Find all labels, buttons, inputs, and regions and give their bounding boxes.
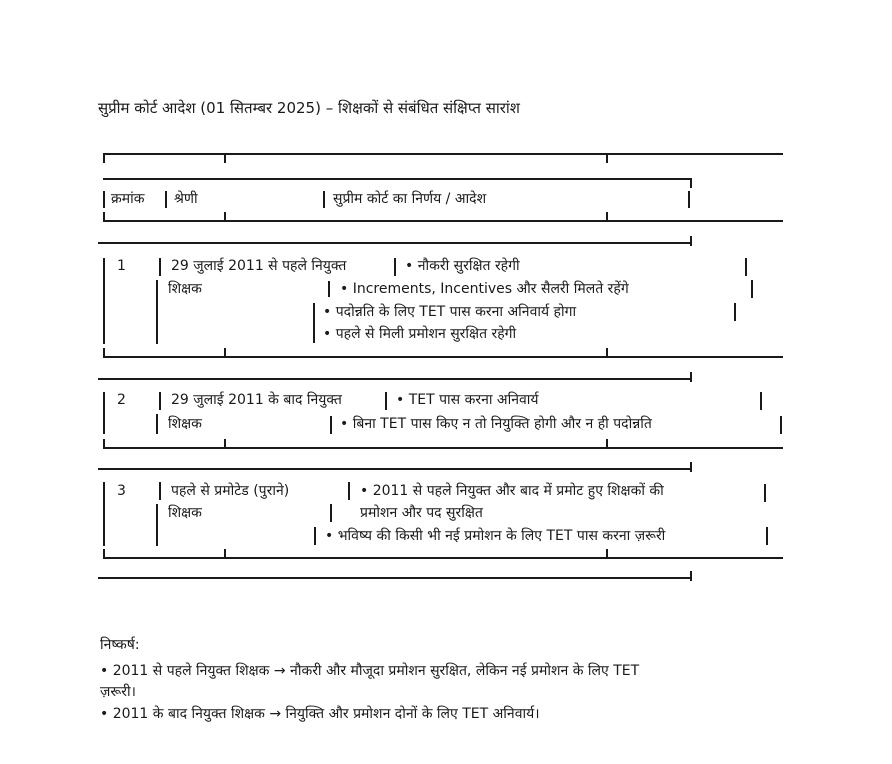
row-rule bbox=[98, 468, 692, 470]
row2-category-2: शिक्षक bbox=[168, 416, 202, 432]
page-title: सुप्रीम कोर्ट आदेश (01 सितम्बर 2025) – शिक्षकों से संबंधित संक्षिप्त सारांश bbox=[98, 99, 521, 117]
row-bar bbox=[766, 527, 768, 545]
rule-tick bbox=[606, 348, 608, 358]
row3-point-1-cont: प्रमोशन और पद सुरक्षित bbox=[360, 505, 483, 521]
row-rule bbox=[103, 447, 783, 449]
row3-category-2: शिक्षक bbox=[168, 505, 202, 521]
row-bar bbox=[745, 258, 747, 276]
row1-point-3: • पदोन्नति के लिए TET पास करना अनिवार्य होगा bbox=[323, 304, 577, 320]
table-bottom-rule bbox=[98, 577, 692, 579]
row3-serial: 3 bbox=[117, 483, 126, 499]
header-decision: सुप्रीम कोर्ट का निर्णय / आदेश bbox=[333, 191, 487, 207]
row-rule bbox=[103, 557, 783, 559]
row-bar bbox=[330, 416, 332, 434]
row-bar bbox=[313, 303, 315, 343]
rule-tick bbox=[606, 439, 608, 449]
row-bar bbox=[328, 281, 330, 297]
rule-tick bbox=[224, 549, 226, 559]
header-bar bbox=[165, 191, 167, 208]
conclusion-heading: निष्कर्ष: bbox=[100, 637, 140, 653]
row-bar bbox=[103, 392, 105, 434]
rule-tick bbox=[224, 439, 226, 449]
row-bar bbox=[330, 504, 332, 522]
row-rule bbox=[103, 356, 783, 358]
rule-tick bbox=[690, 372, 692, 382]
row1-point-4: • पहले से मिली प्रमोशन सुरक्षित रहेगी bbox=[323, 326, 517, 342]
rule-tick bbox=[606, 549, 608, 559]
row-bar bbox=[348, 482, 350, 500]
row-bar bbox=[734, 303, 736, 321]
row3-point-1: • 2011 से पहले नियुक्त और बाद में प्रमोट हुए शिक्षकों की bbox=[360, 483, 664, 499]
rule-tick bbox=[690, 462, 692, 472]
header-bar bbox=[103, 191, 105, 208]
row-bar bbox=[156, 414, 158, 434]
rule-tick bbox=[690, 571, 692, 581]
row1-category-2: शिक्षक bbox=[168, 281, 202, 297]
rule-tick bbox=[224, 348, 226, 358]
row1-category: 29 जुलाई 2011 से पहले नियुक्त bbox=[171, 258, 347, 274]
conclusion-line-2: • 2011 के बाद नियुक्त शिक्षक → नियुक्ति और प्रमोशन दोनों के लिए TET अनिवार्य। bbox=[100, 706, 540, 722]
row-bar bbox=[394, 258, 396, 276]
row1-point-2: • Increments, Incentives और सैलरी मिलते रहेंगे bbox=[340, 281, 629, 297]
header-category: श्रेणी bbox=[174, 191, 198, 207]
row2-point-1: • TET पास करना अनिवार्य bbox=[396, 392, 539, 408]
row-bar bbox=[159, 392, 161, 410]
header-bar bbox=[323, 191, 325, 208]
row-bar bbox=[103, 258, 105, 344]
rule-tick bbox=[224, 212, 226, 222]
row2-serial: 2 bbox=[117, 392, 126, 408]
row2-point-2: • बिना TET पास किए न तो नियुक्ति होगी और न ही पदोन्नति bbox=[340, 416, 652, 432]
rule-tick bbox=[606, 212, 608, 222]
header-top-rule bbox=[103, 178, 691, 180]
row-bar bbox=[780, 416, 782, 434]
row3-category: पहले से प्रमोटेड (पुराने) bbox=[171, 483, 290, 499]
rule-tick bbox=[103, 549, 105, 559]
row-bar bbox=[314, 527, 316, 545]
conclusion-line-1: • 2011 से पहले नियुक्त शिक्षक → नौकरी और मौजूदा प्रमोशन सुरक्षित, लेकिन नई प्रमोशन के लिए TET bbox=[100, 663, 640, 679]
rule-tick bbox=[103, 439, 105, 449]
header-bottom-rule bbox=[103, 220, 783, 222]
row-bar bbox=[156, 504, 158, 546]
row-bar bbox=[159, 482, 161, 500]
row-bar bbox=[751, 280, 753, 298]
row-rule bbox=[98, 242, 692, 244]
rule-tick bbox=[103, 212, 105, 222]
row-rule bbox=[98, 378, 692, 380]
table-top-rule bbox=[103, 153, 783, 155]
row2-category: 29 जुलाई 2011 के बाद नियुक्त bbox=[171, 392, 342, 408]
row-bar bbox=[103, 482, 105, 546]
row-bar bbox=[159, 258, 161, 276]
row-bar bbox=[385, 392, 387, 410]
conclusion-line-1-cont: ज़रूरी। bbox=[100, 684, 136, 700]
rule-tick bbox=[224, 153, 226, 163]
row3-point-2: • भविष्य की किसी भी नई प्रमोशन के लिए TET पास करना ज़रूरी bbox=[325, 528, 666, 544]
rule-tick bbox=[103, 153, 105, 163]
rule-tick bbox=[103, 348, 105, 358]
rule-tick bbox=[690, 236, 692, 246]
row-bar bbox=[760, 392, 762, 410]
row-bar bbox=[156, 280, 158, 344]
row1-serial: 1 bbox=[117, 258, 126, 274]
rule-tick bbox=[690, 178, 692, 188]
header-serial: क्रमांक bbox=[111, 191, 145, 207]
row1-point-1: • नौकरी सुरक्षित रहेगी bbox=[405, 258, 520, 274]
row-bar bbox=[764, 484, 766, 502]
rule-tick bbox=[606, 153, 608, 163]
header-bar bbox=[688, 191, 690, 208]
